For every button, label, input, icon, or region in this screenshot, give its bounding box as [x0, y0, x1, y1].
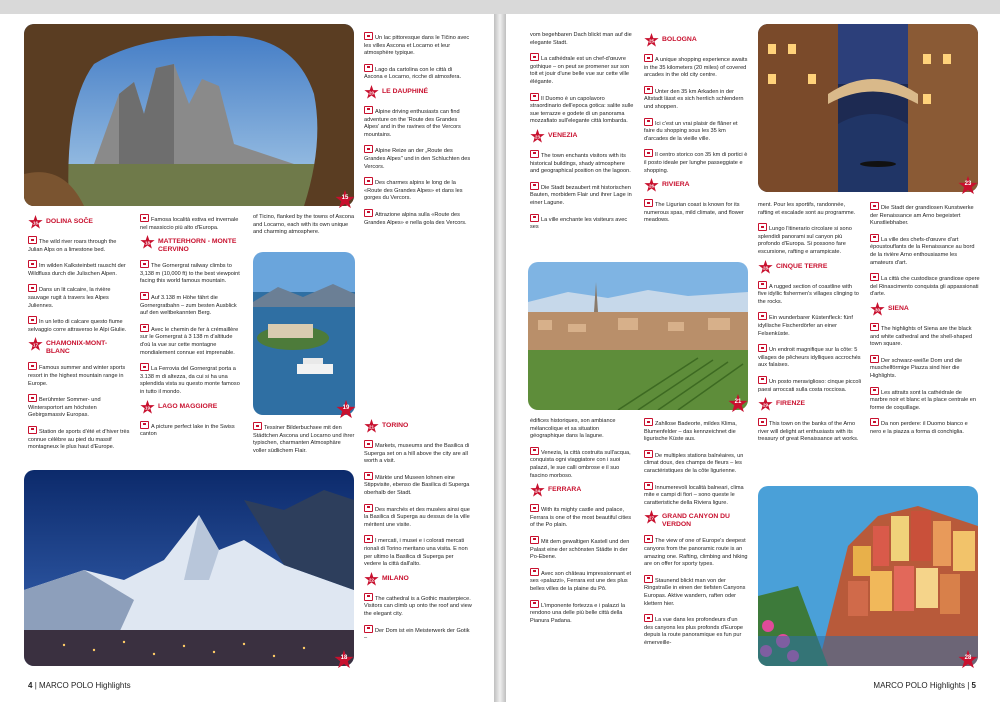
text-it: Da non perdere: il Duomo bianco e nero e la piazza a forma di conchiglia. [870, 418, 980, 436]
star-number-icon [644, 510, 659, 525]
text-en: Famous summer and winter sports resort in the highest mountain range in Europe. [28, 362, 130, 388]
flag-icon [530, 536, 539, 544]
svg-text:19: 19 [144, 404, 151, 410]
star-number-icon [28, 337, 43, 352]
footer-separator: | [34, 681, 37, 690]
page-footer [873, 681, 976, 690]
section-heading: 20 LE DAUPHINÉ [364, 88, 472, 100]
text-de: Die Stadt der grandiosen Kunstwerke der Renaissance am Arno begeistert Kunstliebhaber. [870, 202, 980, 228]
text-column-1 [28, 214, 130, 458]
star-number-icon [530, 483, 545, 498]
star-number-icon [364, 419, 379, 434]
flag-icon [644, 575, 653, 583]
star-number-icon [364, 85, 379, 100]
text-it: La Ferrovia del Gornergrat porta a 3.138 m di altezza, da cui si ha una splendida vista su questo monte famoso in tutto il mondo. [140, 363, 244, 396]
flag-icon [530, 93, 539, 101]
text-column-3-top [253, 214, 355, 243]
text-de: Mit dem gewaltigen Kastell und den Palast eine der schönsten Städte in der Po-Ebene. [530, 536, 634, 562]
text-en: This town on the banks of the Arno river will delight art enthusiasts with its treasury of great Renaissance art works. [758, 418, 862, 444]
text-fr: La cathédrale est un chef-d'œuvre gothique – on peut se promener sur son toit et jouir d'une belle vue sur cette ville élégante. [530, 53, 634, 86]
text-de: Die Stadt bezaubert mit historischen Bauten, morbidem Flair und ihrer Lage in einer Lagune. [530, 182, 634, 208]
text-fr: Des charmes alpins le long de la «Route des Grandes Alpes» et dans les gorges du Vercors. [364, 177, 472, 203]
flag-icon [758, 223, 767, 231]
text-fr: édifices historiques, son ambiance mélancolique et sa situation géographique dans la lagune. [530, 418, 616, 440]
flag-icon [364, 440, 373, 448]
flag-icon [530, 600, 539, 608]
text-de: Staunend blickt man von der Ringstraße in einen der tiefsten Canyons Europas. Aktive wandern, raften oder klettern hier. [644, 575, 748, 608]
photo-number-badge: 28 [958, 650, 978, 670]
text-fr: Dans un lit calcaire, la rivière sauvage rugit à travers les Alpes Juliennes. [28, 284, 130, 310]
flag-icon [530, 504, 539, 512]
text-de: vom begehbaren Dach blickt man auf die elegante Stadt. [530, 32, 632, 46]
flag-icon [364, 177, 373, 185]
footer-label: MARCO POLO Highlights [873, 681, 965, 690]
text-it: Il Duomo è un capolavoro straordinario dell'epoca gotica: salite sulle sue terrazze e godete di un panorama mozzafiato sull'elegante città lombarda. [530, 93, 634, 126]
text-fr: La ville des chefs-d'œuvre d'art époustouflants de la Renaissance au bord de la rivière Arno enthousiasme les amateurs d'art. [870, 234, 980, 267]
flag-icon [870, 418, 879, 426]
flag-icon [364, 593, 373, 601]
star-number-icon [364, 572, 379, 587]
flag-icon [364, 535, 373, 543]
flag-icon [364, 625, 373, 633]
star-number-icon [140, 400, 155, 415]
left-page [0, 14, 494, 702]
star-number-icon [530, 129, 545, 144]
text-fr: ment. Pour les sportifs, randonnée, rafting et escalade sont au programme. [758, 202, 856, 216]
svg-text:30: 30 [874, 307, 881, 313]
flag-icon [364, 504, 373, 512]
flag-icon [28, 284, 37, 292]
flag-icon [758, 312, 767, 320]
text-column-1-bottom [530, 418, 634, 631]
flag-icon [140, 324, 149, 332]
page-footer [28, 681, 131, 690]
text-de: Im wilden Kalksteinbett rauscht der Wildfluss durch die Julischen Alpen. [28, 260, 130, 278]
matterhorn-photo [24, 470, 354, 666]
text-column-3 [758, 202, 862, 450]
flag-icon [364, 106, 373, 114]
flag-icon [644, 199, 653, 207]
text-en: A rugged section of coastline with five idyllic fishermen's villages clinging to the rocks. [758, 281, 862, 307]
photo-number-badge: 18 [334, 650, 354, 670]
text-it: Attrazione alpina sulla «Route des Grandes Alpes» e nella gola des Vercors. [364, 209, 472, 227]
svg-text:25: 25 [648, 38, 655, 44]
text-it: Lago da cartolina con le città di Ascona e Locarno, ricche di atmosfera. [364, 64, 472, 82]
svg-text:16: 16 [32, 220, 39, 226]
svg-text:18: 18 [144, 240, 151, 246]
flag-icon [364, 64, 373, 72]
flag-icon [870, 202, 879, 210]
text-fr: Avec le chemin de fer à crémaillère sur le Gornergrat à 3 138 m d'altitude d'où la vue sur cette montagne mondialement connue est imprenable. [140, 324, 244, 357]
text-it: Famosa località estiva ed invernale nel massiccio più alto d'Europa. [140, 214, 244, 232]
text-en: The Gornergrat railway climbs to 3,138 m (10,000 ft) to the best viewpoint facing this world famous mountain. [140, 260, 244, 286]
flag-icon [140, 421, 149, 429]
svg-text:26: 26 [648, 183, 655, 189]
text-de: Ein wunderbarer Küstenfleck: fünf idyllische Fischerdörfer an einer Felsenküste. [758, 312, 862, 338]
text-column-2-bottom [644, 418, 748, 653]
section-heading: 27 GRAND CANYON DU VERDON [644, 513, 748, 529]
svg-text:22: 22 [368, 577, 375, 583]
section-heading: 26 RIVIERA [644, 181, 748, 193]
cinque-terre-photo [758, 486, 978, 666]
text-it: L'imponente fortezza e i palazzi la rendono una delle più belle città della Pianura Padana. [530, 600, 634, 626]
text-fr: De multiples stations balnéaires, un climat doux, des champs de fleurs – les caractéristiques de la côte ligurienne. [644, 450, 748, 476]
text-de: Berühmter Sommer- und Wintersportort am höchsten Gebirgsmassiv Europas. [28, 394, 130, 420]
svg-text:23: 23 [534, 134, 541, 140]
flag-icon [870, 234, 879, 242]
photo-number-badge: 19 [336, 400, 356, 420]
flag-icon [28, 362, 37, 370]
flag-icon [530, 447, 539, 455]
flag-icon [140, 260, 149, 268]
flag-icon [870, 355, 879, 363]
dolomites-cave-photo [24, 24, 354, 206]
section-heading: 25 BOLOGNA [644, 36, 748, 48]
text-en: A picture perfect lake in the Swiss canton [140, 421, 244, 439]
text-en: The cathedral is a Gothic masterpiece. Visitors can climb up onto the roof and view the elegant city. [364, 593, 472, 619]
text-en: The highlights of Siena are the black and white cathedral and the shell-shaped town square. [870, 323, 980, 349]
text-it: Innumerevoli località balneari, clima mite e campi di fiori – sono queste le caratteristiche della Riviera ligure. [644, 482, 748, 508]
photo-number-badge: 15 [335, 190, 355, 210]
flag-icon [28, 316, 37, 324]
flag-icon [644, 149, 653, 157]
flag-icon [644, 535, 653, 543]
text-en: Alpine driving enthusiasts can find adventure on the 'Route des Grandes Alpes' and in the ravines of the Vercors mountains. [364, 106, 472, 139]
photo-number-badge: 23 [958, 176, 978, 196]
text-it: Il centro storico con 35 km di portici è il posto ideale per lunghe passeggiate e shopping. [644, 149, 748, 175]
text-fr: Avec son château impressionnant et ses «palazzi», Ferrara est une des plus belles villes de la plaine du Pô. [530, 568, 634, 594]
text-en: The town enchants visitors with its historical buildings, shady atmosphere and geographical position on the lagoon. [530, 150, 634, 176]
page-number: 5 [971, 681, 976, 690]
text-column-4-bottom [364, 418, 472, 649]
text-de: Märkte und Museen lohnen eine Stippvisite, ebenso die Basilica di Superga oberhalb der Stadt. [364, 472, 472, 498]
section-heading: 21 TORINO [364, 422, 472, 434]
section-heading: 16 DOLINA SOČE [28, 218, 130, 230]
star-number-icon [870, 302, 885, 317]
flag-icon [140, 214, 149, 222]
text-fr: Les attraits sont la cathédrale de marbre noir et blanc et la place centrale en forme de coquillage. [870, 387, 980, 413]
flag-icon [870, 323, 879, 331]
text-it: Un posto meraviglioso: cinque piccoli paesi arroccati sulla costa rocciosa. [758, 376, 862, 394]
section-heading: 28 CINQUE TERRE [758, 263, 862, 275]
section-heading: 19 LAGO MAGGIORE [140, 403, 244, 415]
text-de: Zahllose Badeorte, mildes Klima, Blumenfelder – das kennzeichnet die ligurische Küste aus. [644, 418, 748, 444]
flag-icon [758, 344, 767, 352]
svg-text:28: 28 [762, 265, 769, 271]
flag-icon [644, 614, 653, 622]
text-en: The wild river roars through the Julian Alps on a limestone bed. [28, 236, 130, 254]
footer-label: MARCO POLO Highlights [39, 681, 131, 690]
star-number-icon [758, 260, 773, 275]
flag-icon [530, 53, 539, 61]
text-it: Lungo l'itinerario circolare si sono splendidi panorami sul canyon più profondo d'Europa. Si possono fare escursione, rafting e arrampicate. [758, 223, 862, 256]
venice-canal-photo [758, 24, 978, 192]
flag-icon [28, 394, 37, 402]
flag-icon [140, 363, 149, 371]
footer-separator: | [967, 681, 970, 690]
text-en: of Ticino, flanked by the towns of Ascona and Locarno, each with its own unique and charming atmosphere. [253, 214, 355, 236]
lake-maggiore-photo [253, 252, 355, 415]
text-fr: La ville enchante les visiteurs avec ses [530, 214, 634, 232]
turin-panorama-photo [528, 262, 748, 410]
flag-icon [364, 209, 373, 217]
flag-icon [530, 150, 539, 158]
text-column-2-top [644, 32, 748, 231]
text-de: Auf 3.138 m Höhe fährt die Gornergratbahn – zum besten Ausblick auf den weltbekannten Berg. [140, 292, 244, 318]
flag-icon [644, 86, 653, 94]
page-number: 4 [28, 681, 33, 690]
text-fr: La vue dans les profondeurs d'un des canyons les plus profonds d'Europe depuis la route panoramique es fun pur émerveille- [644, 614, 748, 647]
flag-icon [253, 422, 262, 430]
flag-icon [758, 376, 767, 384]
flag-icon [870, 273, 879, 281]
svg-text:21: 21 [368, 424, 375, 430]
section-heading: 18 MATTERHORN - MONTE CERVINO [140, 238, 244, 254]
text-it: I mercati, i musei e i colorati mercati rionali di Torino meritano una visita. E non per ultimo la Basilica di Superga per vedere la città dall'alto. [364, 535, 472, 568]
text-de: Tessiner Bilderbuchsee mit den Städtchen Ascona und Locarno und ihrer typischen, charmanten Atmosphäre voller südlichem Flair. [253, 422, 355, 455]
text-it: La città che custodisce grandiose opere del Rinascimento conquista gli appassionati d'arte. [870, 273, 980, 299]
flag-icon [758, 281, 767, 289]
star-number-icon [758, 397, 773, 412]
flag-icon [870, 387, 879, 395]
section-heading: 29 FIRENZE [758, 400, 862, 412]
star-number-icon [140, 235, 155, 250]
right-page [506, 14, 1000, 702]
section-heading: 17 CHAMONIX-MONT-BLANC [28, 340, 130, 356]
flag-icon [758, 418, 767, 426]
text-en: The Ligurian coast is known for its numerous spas, mild climate, and flower meadows. [644, 199, 748, 225]
text-fr: Station de sports d'été et d'hiver très connue célèbre au pied du massif montagneux le plus haut d'Europe. [28, 426, 130, 452]
section-heading: 22 MILANO [364, 575, 472, 587]
flag-icon [364, 32, 373, 40]
text-en: With its mighty castle and palace, Ferrara is one of the most beautiful cities of the Po plain. [530, 504, 634, 530]
text-de: Der Dom ist ein Meisterwerk der Gotik – [364, 625, 472, 643]
text-en: Markets, museums and the Basilica di Superga set on a hill above the city are all worth a visit. [364, 440, 472, 466]
svg-text:27: 27 [648, 515, 655, 521]
text-en: A unique shopping experience awaits in the 35 kilometers (20 miles) of covered arcades in the old city centre. [644, 54, 748, 80]
text-column-4 [870, 202, 980, 442]
text-fr: Un lac pittoresque dans le Tičino avec les villes Ascona et Locarno et leur atmosphère typique. [364, 32, 472, 58]
text-fr: Ici c'est un vrai plaisir de flâner et faire du shopping sous les 35 km d'arcades de la vieille ville. [644, 118, 748, 144]
flag-icon [364, 472, 373, 480]
text-de: Alpine Reize an der „Route des Grandes Alpes" und in den Schluchten des Vercors. [364, 145, 472, 171]
star-number-icon [644, 178, 659, 193]
text-it: Venezia, la città costruita sull'acqua, conquista ogni viaggiatore con i suoi palazzi, le sue calli ombrose e il suo fascino morboso. [530, 447, 634, 480]
svg-text:20: 20 [368, 90, 375, 96]
flag-icon [644, 450, 653, 458]
section-heading: 24 FERRARA [530, 486, 634, 498]
flag-icon [28, 260, 37, 268]
svg-text:29: 29 [762, 402, 769, 408]
text-en: The view of one of Europe's deepest canyons from the panoramic route is an amazing one. Rafting, climbing and hiking are on offer for sporty types. [644, 535, 748, 568]
flag-icon [530, 182, 539, 190]
flag-icon [140, 292, 149, 300]
text-fr: Des marchés et des musées ainsi que la Basilica di Superga au dessus de la ville méritent une visite. [364, 504, 472, 530]
flag-icon [530, 568, 539, 576]
flag-icon [644, 118, 653, 126]
section-heading: 23 VENEZIA [530, 132, 634, 144]
text-de: Unter den 35 km Arkaden in der Altstadt lässt es sich herrlich schlendern und shoppen. [644, 86, 748, 112]
text-column-1-top [530, 32, 634, 238]
flag-icon [364, 145, 373, 153]
star-number-icon [644, 33, 659, 48]
text-de: Der schwarz-weiße Dom und die muschelförmige Piazza sind hier die Highlights. [870, 355, 980, 381]
text-column-2 [140, 214, 244, 445]
svg-text:17: 17 [32, 342, 39, 348]
flag-icon [644, 54, 653, 62]
flag-icon [644, 418, 653, 426]
text-fr: Un endroit magnifique sur la côte: 5 villages de pêcheurs idylliques accrochés aux falaises. [758, 344, 862, 370]
section-heading: 30 SIENA [870, 305, 980, 317]
text-column-3-bottom [253, 422, 355, 461]
photo-number-badge: 21 [728, 394, 748, 414]
book-spine [494, 14, 506, 702]
flag-icon [28, 236, 37, 244]
flag-icon [530, 214, 539, 222]
svg-text:24: 24 [534, 488, 541, 494]
star-number-icon [28, 215, 43, 230]
flag-icon [644, 482, 653, 490]
text-column-4-top [364, 32, 472, 233]
text-it: In un letto di calcare questo fiume selvaggio corre attraverso le Alpi Giulie. [28, 316, 130, 334]
flag-icon [28, 426, 37, 434]
